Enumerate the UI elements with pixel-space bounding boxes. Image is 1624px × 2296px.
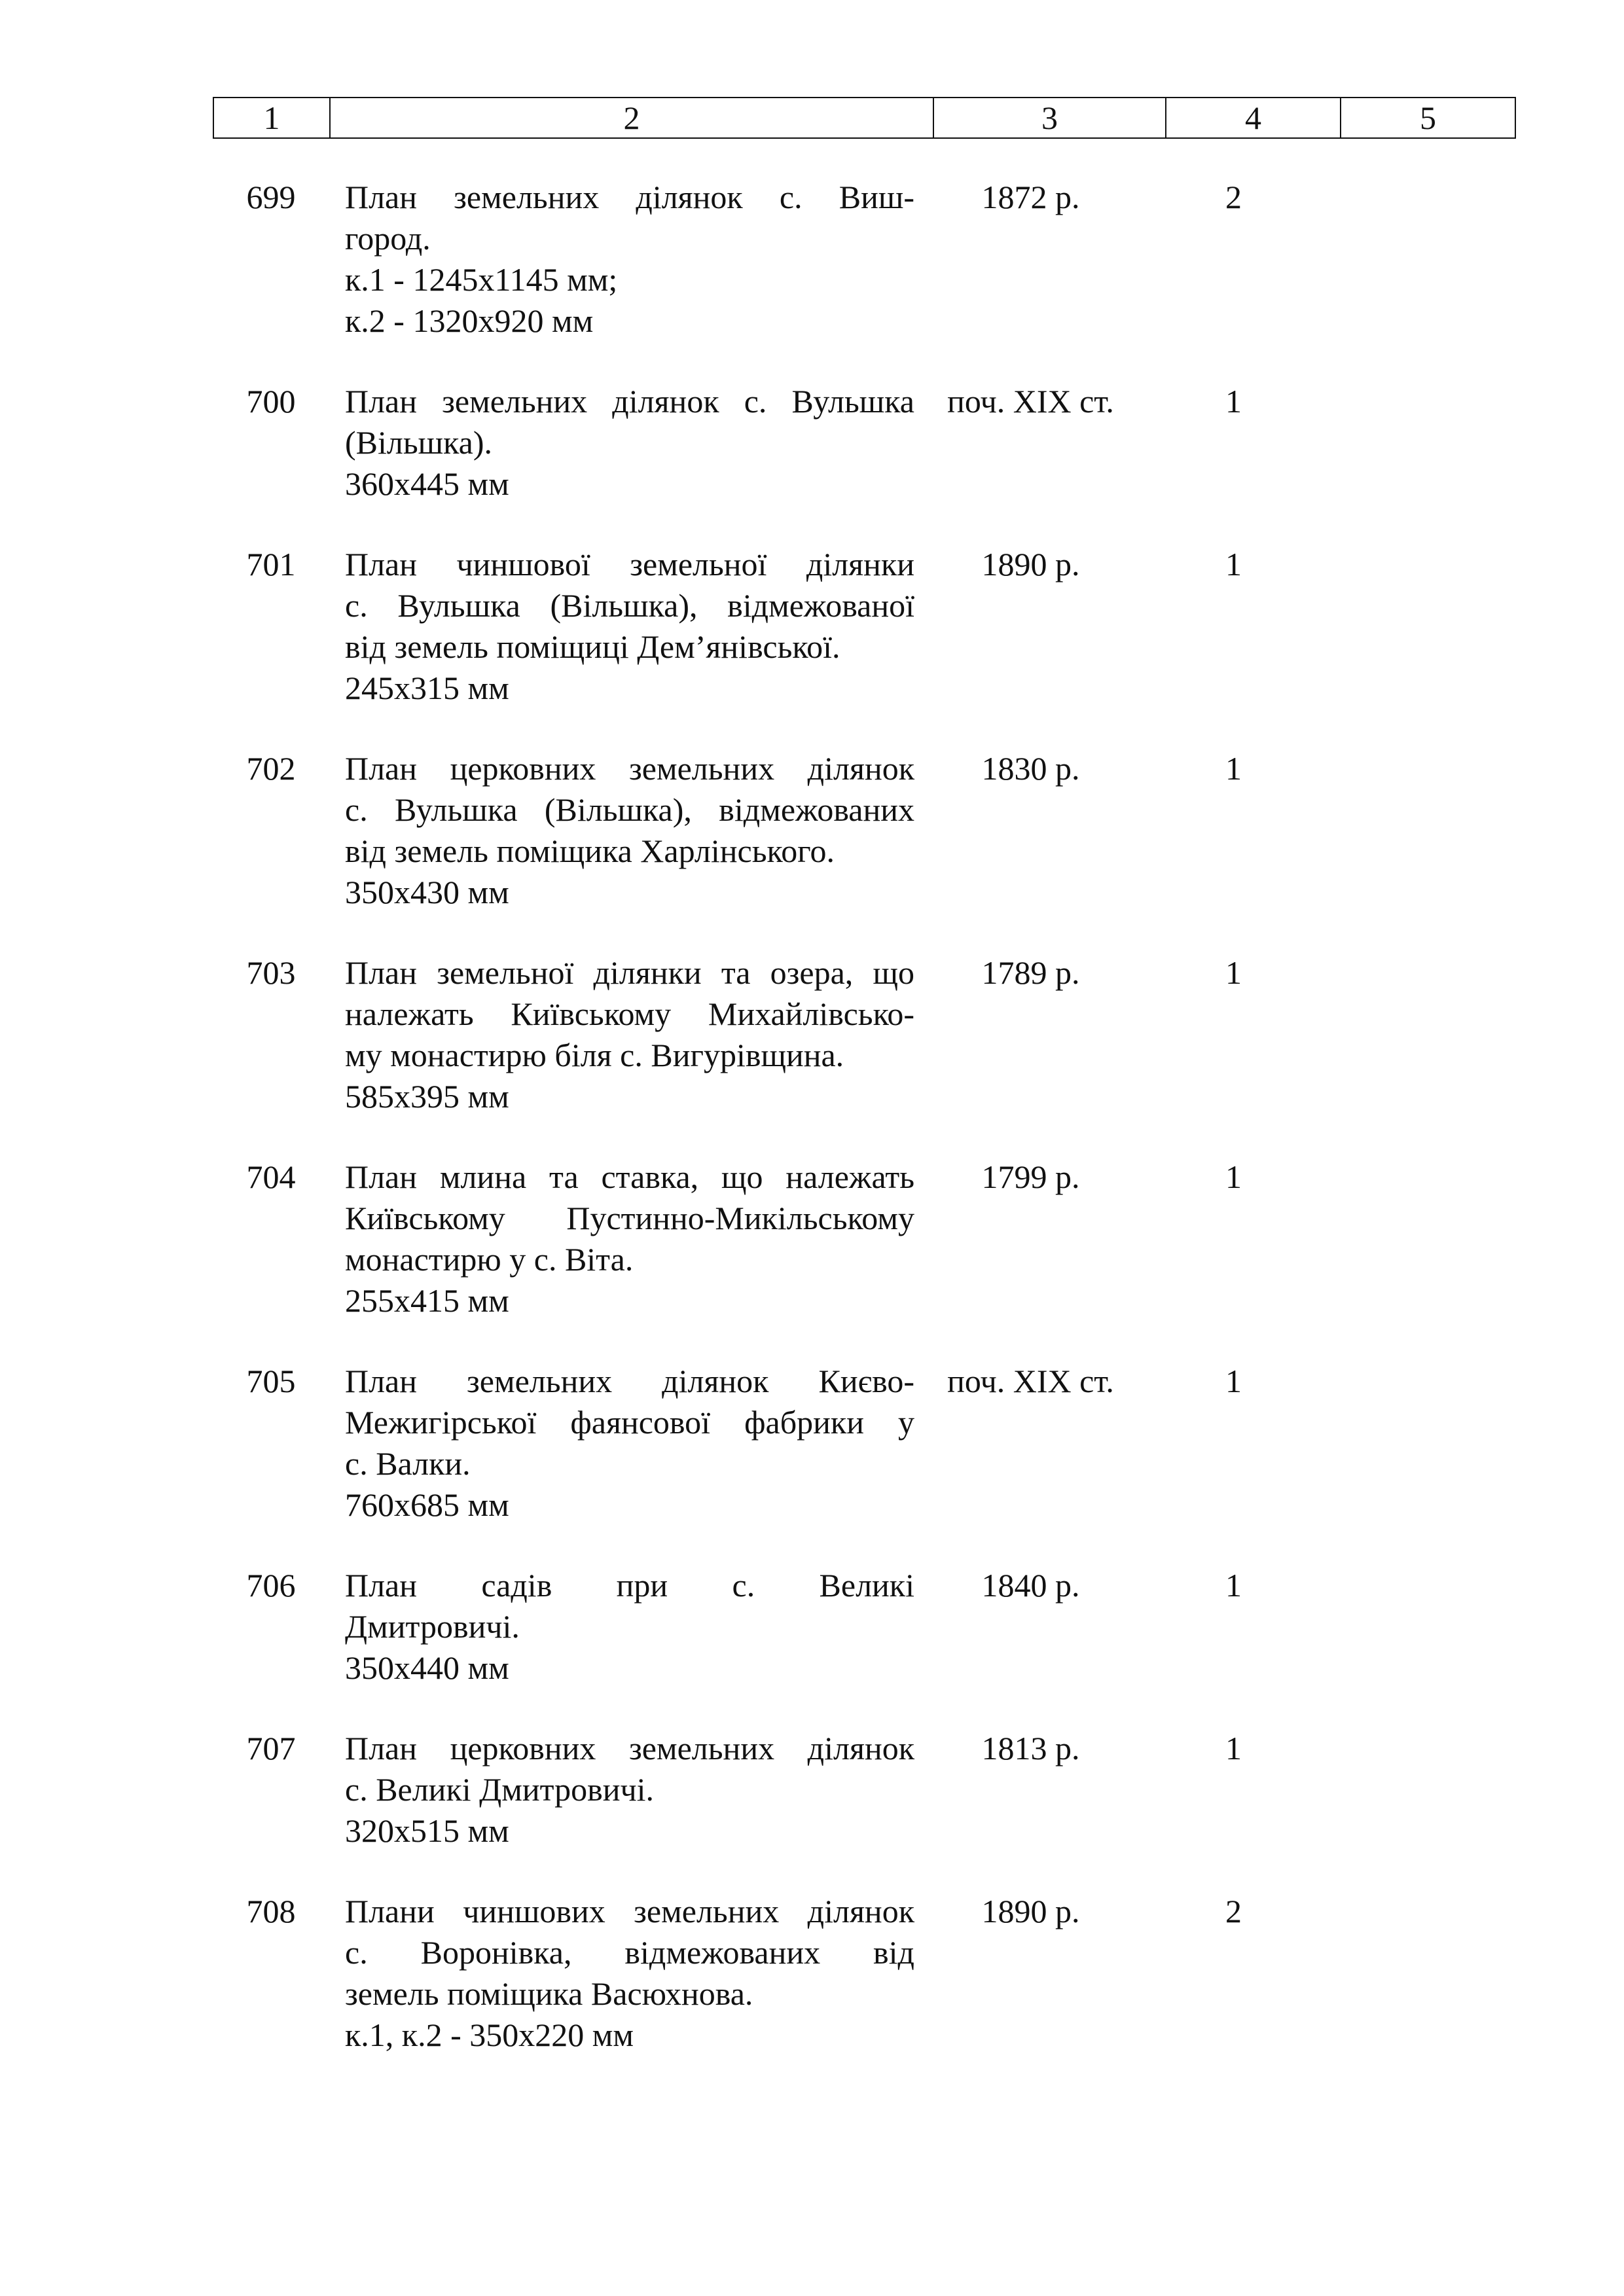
catalog-entry: [213, 1891, 1515, 2056]
column-header-table: [213, 97, 1516, 139]
entry-date: поч. XIX ст.: [947, 1363, 1114, 1399]
catalog-entry: [213, 1728, 1515, 1852]
entry-number: 703: [246, 954, 296, 991]
entry-number: 704: [246, 1158, 296, 1195]
entry-date: 1890 р.: [981, 546, 1080, 583]
entry-size-line: 760х685 мм: [345, 1486, 509, 1523]
entry-title-line: План чиншової земельної ділянки: [345, 546, 914, 583]
catalog-entry: [213, 1157, 1515, 1321]
entry-date: 1830 р.: [981, 750, 1080, 787]
entry-description: [345, 544, 914, 709]
entry-sheet-count: 1: [1225, 1567, 1242, 1604]
catalog-entry: [213, 381, 1515, 505]
entry-number: 705: [246, 1363, 296, 1399]
entry-note: [1320, 952, 1494, 1117]
catalog-entry: [213, 1565, 1515, 1689]
catalog-entry: [213, 544, 1515, 709]
entry-note: [1320, 1157, 1494, 1321]
entry-date: поч. XIX ст.: [947, 383, 1114, 420]
column-header-cell: 5: [1341, 98, 1515, 138]
entry-number: 701: [246, 546, 296, 583]
entry-number: 708: [246, 1893, 296, 1929]
entry-date: 1872 р.: [981, 179, 1080, 215]
entry-size-line: 350х440 мм: [345, 1649, 509, 1686]
entry-size-line: 320х515 мм: [345, 1812, 509, 1849]
entry-title-line: Київському Пустинно-Микільському: [345, 1200, 914, 1236]
entry-note: [1320, 1891, 1494, 2056]
entry-title-line: належать Київському Михайлівсько-: [345, 996, 914, 1032]
entry-size-line: к.1 - 1245х1145 мм;: [345, 261, 618, 298]
entry-size-line: к.2 - 1320х920 мм: [345, 302, 594, 339]
catalog-entry: [213, 952, 1515, 1117]
entry-description: [345, 1891, 914, 2056]
entry-description: [345, 1728, 914, 1852]
entry-sheet-count: 1: [1225, 1158, 1242, 1195]
entry-size-line: 245х315 мм: [345, 670, 509, 706]
entry-description: [345, 748, 914, 913]
entry-size-line: 255х415 мм: [345, 1282, 509, 1319]
entry-title-line: с. Вульшка (Вільшка), відмежованих: [345, 791, 914, 828]
entry-title-line: с. Воронівка, відмежованих від: [345, 1934, 914, 1971]
entry-note: [1320, 381, 1494, 505]
entry-note: [1320, 1565, 1494, 1689]
entry-sheet-count: 1: [1225, 383, 1242, 420]
entry-date: 1799 р.: [981, 1158, 1080, 1195]
entry-size-line: к.1, к.2 - 350х220 мм: [345, 2017, 634, 2053]
entry-title-line: с. Валки.: [345, 1445, 471, 1482]
entry-sheet-count: 1: [1225, 1730, 1242, 1767]
entry-description: [345, 1361, 914, 1526]
entry-date: 1840 р.: [981, 1567, 1080, 1604]
entry-sheet-count: 2: [1225, 1893, 1242, 1929]
entry-title-line: земель поміщика Васюхнова.: [345, 1975, 753, 2012]
entry-title-line: Дмитровичі.: [345, 1608, 520, 1645]
column-header-cell: 4: [1166, 98, 1341, 138]
entry-title-line: План земельних ділянок Києво-: [345, 1363, 914, 1399]
column-header-cell: 3: [933, 98, 1166, 138]
entry-number: 706: [246, 1567, 296, 1604]
entry-size-line: 350х430 мм: [345, 874, 509, 910]
catalog-entry: [213, 748, 1515, 913]
entry-title-line: му монастирю біля с. Вигурівщина.: [345, 1037, 844, 1073]
column-header-cell: 1: [213, 98, 330, 138]
entry-number: 707: [246, 1730, 296, 1767]
entry-size-line: 585х395 мм: [345, 1078, 509, 1115]
entry-date: 1890 р.: [981, 1893, 1080, 1929]
entry-size-line: 360х445 мм: [345, 465, 509, 502]
catalog-entry: [213, 1361, 1515, 1526]
entry-title-line: город.: [345, 220, 431, 257]
entry-title-line: План церковних земельних ділянок: [345, 750, 914, 787]
entry-note: [1320, 544, 1494, 709]
entry-sheet-count: 1: [1225, 954, 1242, 991]
entry-number: 700: [246, 383, 296, 420]
catalog-entries: [213, 177, 1515, 2095]
entry-title-line: План земельної ділянки та озера, що: [345, 954, 914, 991]
entry-title-line: (Вільшка).: [345, 424, 493, 461]
column-header-row: [213, 98, 1515, 138]
entry-sheet-count: 2: [1225, 179, 1242, 215]
entry-sheet-count: 1: [1225, 750, 1242, 787]
entry-title-line: монастирю у с. Віта.: [345, 1241, 634, 1278]
entry-title-line: План церковних земельних ділянок: [345, 1730, 914, 1767]
entry-title-line: План земельних ділянок с. Виш-: [345, 179, 914, 215]
entry-title-line: План земельних ділянок с. Вульшка: [345, 383, 914, 420]
catalog-entry: [213, 177, 1515, 342]
entry-title-line: План садів при с. Великі: [345, 1567, 914, 1604]
entry-title-line: Межигірської фаянсової фабрики у: [345, 1404, 914, 1441]
entry-sheet-count: 1: [1225, 546, 1242, 583]
entry-note: [1320, 748, 1494, 913]
entry-title-line: Плани чиншових земельних ділянок: [345, 1893, 914, 1929]
entry-title-line: План млина та ставка, що належать: [345, 1158, 914, 1195]
entry-description: [345, 1565, 914, 1689]
entry-note: [1320, 177, 1494, 342]
entry-note: [1320, 1728, 1494, 1852]
entry-sheet-count: 1: [1225, 1363, 1242, 1399]
entry-title-line: від земель поміщика Харлінського.: [345, 833, 835, 869]
entry-note: [1320, 1361, 1494, 1526]
entry-date: 1813 р.: [981, 1730, 1080, 1767]
entry-date: 1789 р.: [981, 954, 1080, 991]
entry-title-line: с. Вульшка (Вільшка), відмежованої: [345, 587, 914, 624]
entry-title-line: с. Великі Дмитровичі.: [345, 1771, 654, 1808]
entry-description: [345, 1157, 914, 1321]
entry-description: [345, 381, 914, 505]
entry-description: [345, 952, 914, 1117]
entry-description: [345, 177, 914, 342]
column-header-cell: 2: [330, 98, 933, 138]
entry-title-line: від земель поміщиці Дем’янівської.: [345, 628, 840, 665]
entry-number: 702: [246, 750, 296, 787]
entry-number: 699: [246, 179, 296, 215]
